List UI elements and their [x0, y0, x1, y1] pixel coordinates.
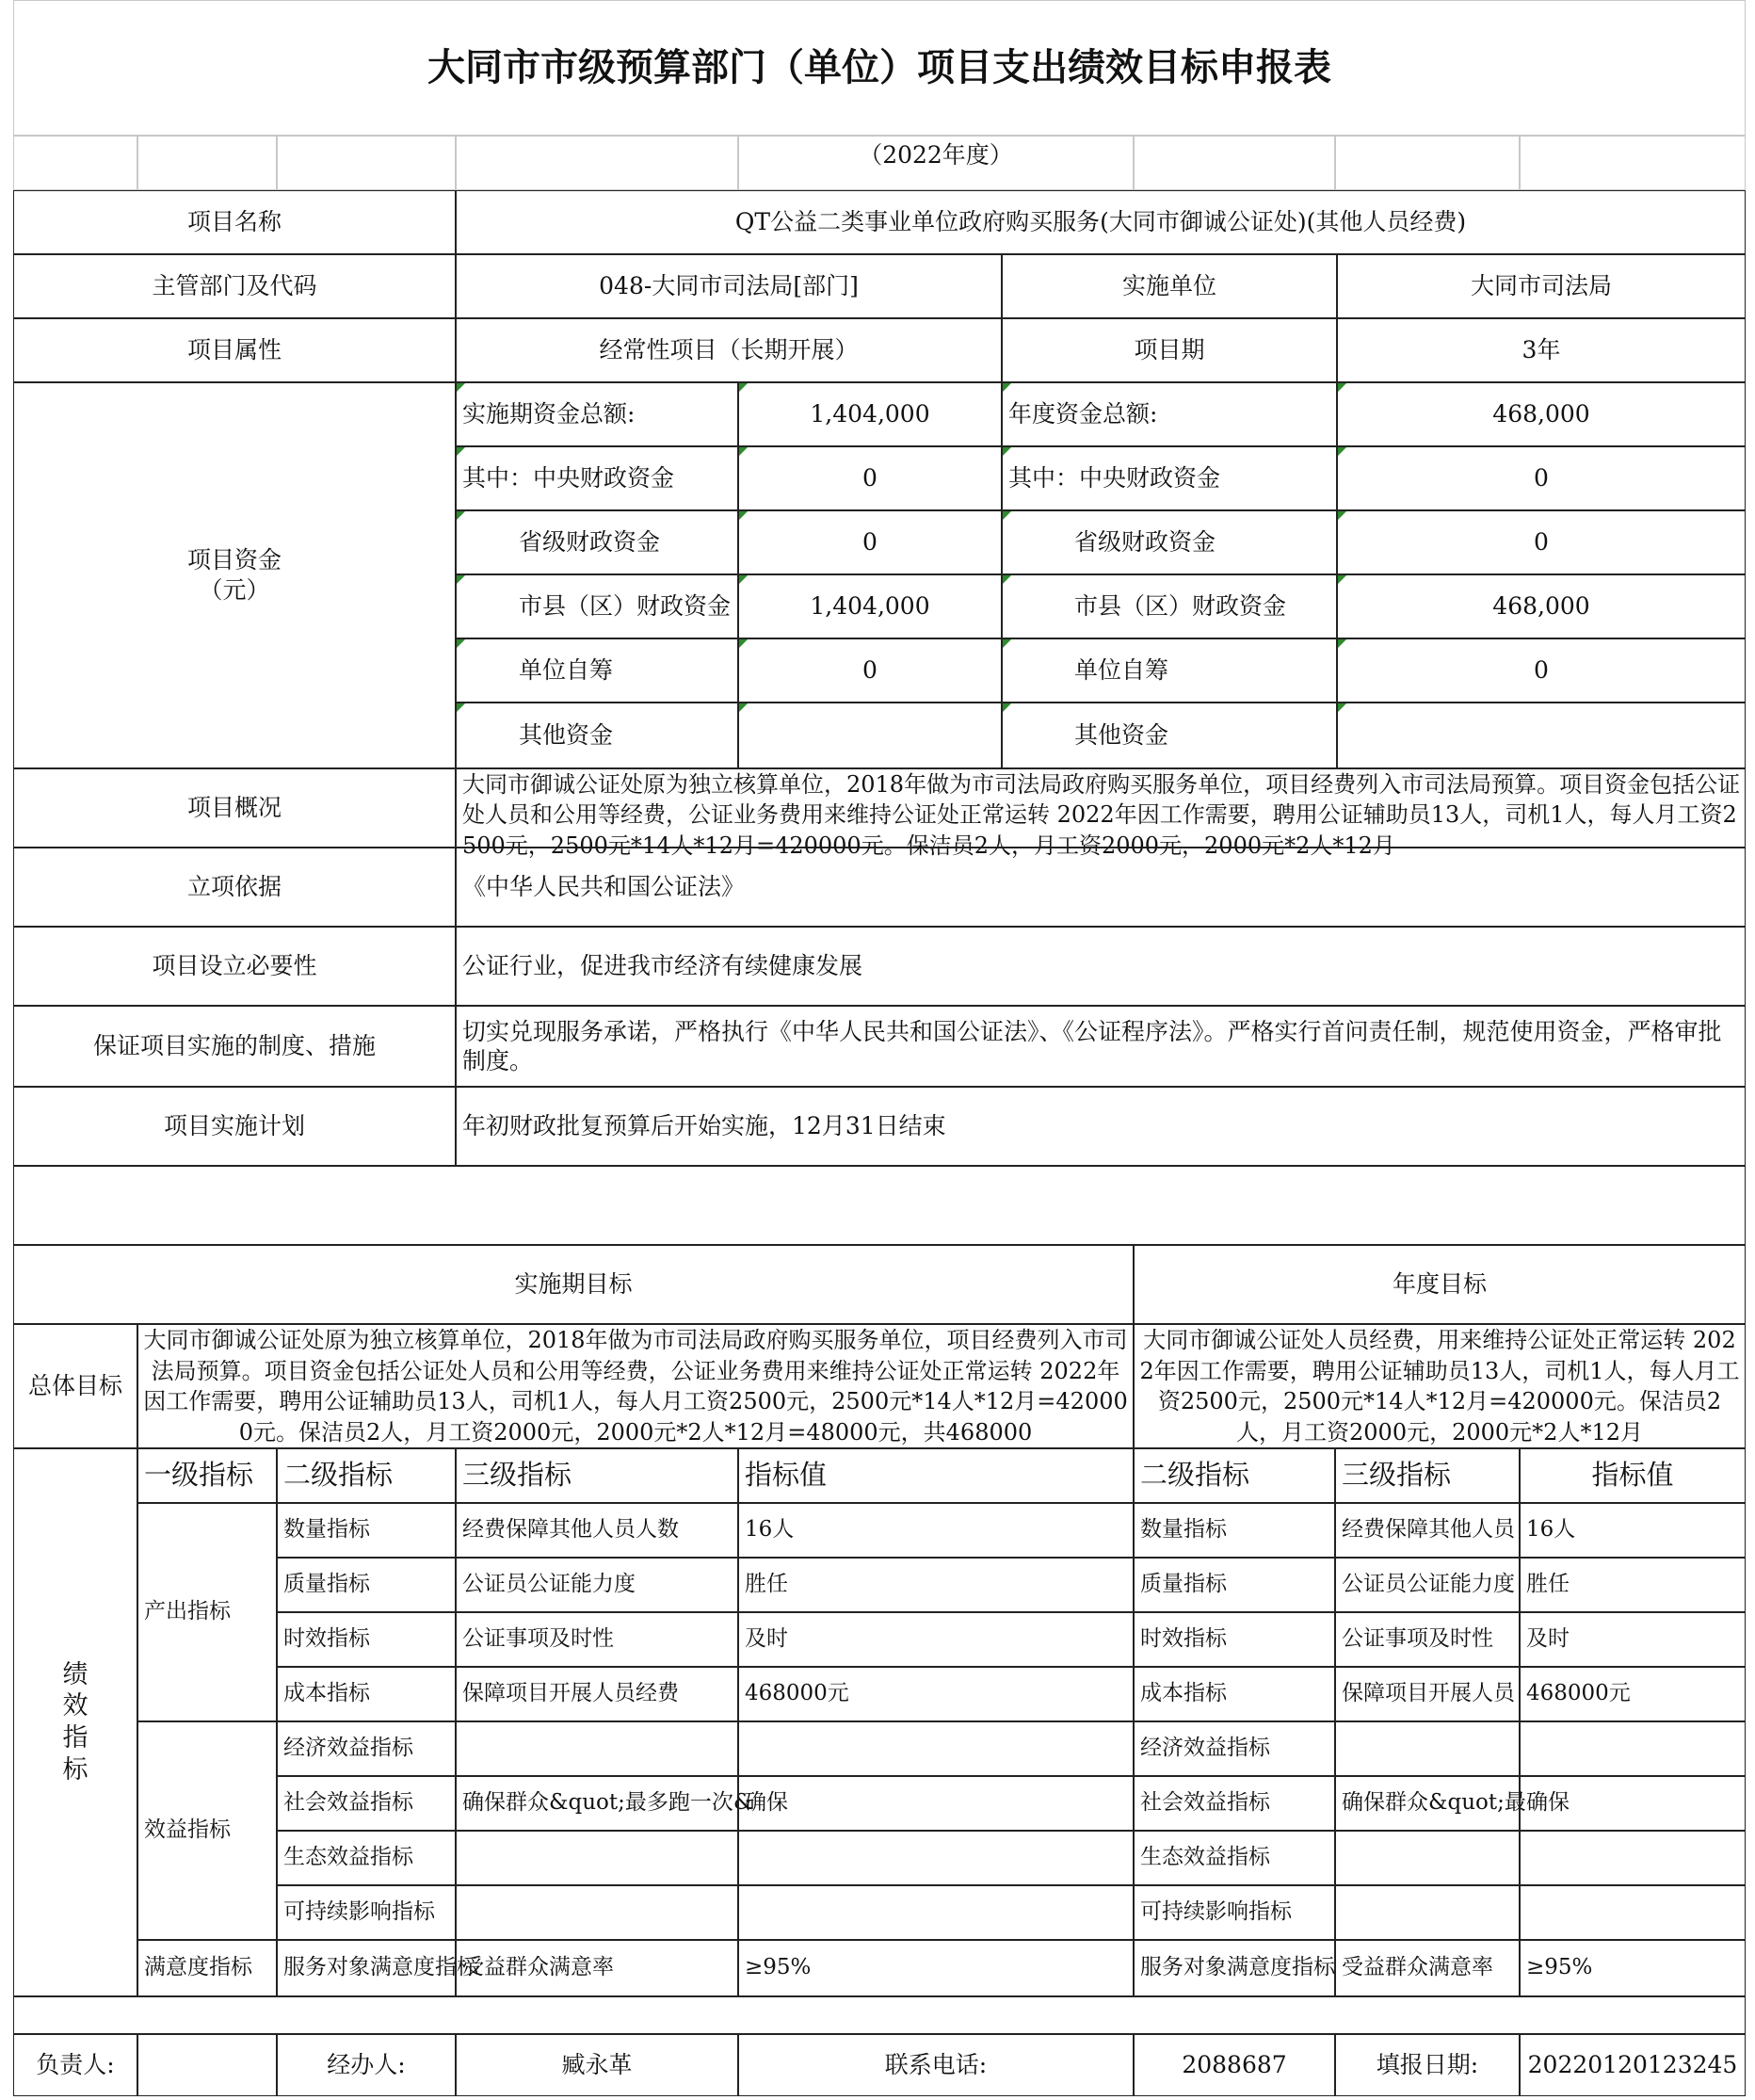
year-goal-label: 年度目标 [1134, 1245, 1746, 1324]
kpi-row-level2-year: 质量指标 [1134, 1558, 1335, 1612]
period-value: 3年 [1337, 318, 1746, 382]
handler-value: 臧永革 [456, 2034, 738, 2096]
output-indicator-label: 产出指标 [137, 1503, 277, 1721]
kpi-row-level2: 服务对象满意度指标 [277, 1940, 456, 1996]
funds-label [13, 382, 456, 768]
kpi-label [13, 1448, 137, 1996]
kpi-row-level3-year [1335, 1885, 1520, 1940]
funds-year-province: 0 [1337, 510, 1746, 574]
kpi-label-text: 绩效指标 [62, 1659, 89, 1785]
basis-text: 《中华人民共和国公证法》 [456, 848, 1746, 927]
kpi-header-level2: 二级指标 [277, 1448, 456, 1503]
kpi-row-level3-year: 公证事项及时性 [1335, 1612, 1520, 1667]
kpi-row-level3-year: 受益群众满意率 [1335, 1940, 1520, 1996]
kpi-row-level3-year: 公证员公证能力度 [1335, 1558, 1520, 1612]
kpi-header-value-year: 指标值 [1520, 1448, 1746, 1503]
kpi-row-value-year [1520, 1885, 1746, 1940]
kpi-row-level2-year: 生态效益指标 [1134, 1831, 1335, 1885]
kpi-row-value-year: 468000元 [1520, 1667, 1746, 1721]
plan-text: 年初财政批复预算后开始实施，12月31日结束 [456, 1087, 1746, 1166]
satisfaction-indicator-label: 满意度指标 [137, 1940, 277, 1996]
empty-cell [1335, 136, 1520, 190]
kpi-row-value [738, 1885, 1134, 1940]
date-label: 填报日期: [1335, 2034, 1520, 2096]
funds-other [738, 703, 1002, 768]
kpi-row-level2: 可持续影响指标 [277, 1885, 456, 1940]
kpi-row-level2: 社会效益指标 [277, 1776, 456, 1831]
kpi-row-value: 确保 [738, 1776, 1134, 1831]
kpi-header-level3: 三级指标 [456, 1448, 738, 1503]
empty-cell [13, 136, 137, 190]
kpi-row-value: ≥95% [738, 1940, 1134, 1996]
kpi-row-value: 468000元 [738, 1667, 1134, 1721]
year-label: （2022年度） [738, 136, 1134, 190]
basis-label: 立项依据 [13, 848, 456, 927]
funds-year-self-label: 单位自筹 [1002, 638, 1337, 703]
benefit-indicator-label: 效益指标 [137, 1721, 277, 1940]
kpi-row-level3 [456, 1831, 738, 1885]
kpi-row-level3-year [1335, 1831, 1520, 1885]
kpi-row-level3-year: 保障项目开展人员 [1335, 1667, 1520, 1721]
empty-cell [1520, 136, 1746, 190]
kpi-row-level3: 确保群众&quot;最多跑一次& [456, 1776, 738, 1831]
kpi-row-level2-year: 社会效益指标 [1134, 1776, 1335, 1831]
kpi-row-value-year [1520, 1721, 1746, 1776]
kpi-row-value-year: 16人 [1520, 1503, 1746, 1558]
funds-city-label: 市县（区）财政资金 [456, 574, 738, 638]
kpi-row-level3 [456, 1885, 738, 1940]
funds-label-line1: 项目资金 [186, 545, 282, 573]
funds-central: 0 [738, 446, 1002, 510]
form-title: 大同市市级预算部门（单位）项目支出绩效目标申报表 [13, 0, 1746, 136]
funds-year-central-label: 其中：中央财政资金 [1002, 446, 1337, 510]
blank-row [13, 1166, 1746, 1245]
kpi-row-level3-year: 经费保障其他人员 [1335, 1503, 1520, 1558]
funds-year-other-label: 其他资金 [1002, 703, 1337, 768]
kpi-row-value-year: 及时 [1520, 1612, 1746, 1667]
funds-central-label: 其中：中央财政资金 [456, 446, 738, 510]
kpi-header-level1: 一级指标 [137, 1448, 277, 1503]
kpi-row-value: 及时 [738, 1612, 1134, 1667]
phone-label: 联系电话: [738, 2034, 1134, 2096]
kpi-row-level3: 经费保障其他人员人数 [456, 1503, 738, 1558]
owner-label: 负责人: [13, 2034, 137, 2096]
kpi-row-value: 胜任 [738, 1558, 1134, 1612]
kpi-row-level2-year: 可持续影响指标 [1134, 1885, 1335, 1940]
dept-value: 048-大同市司法局[部门] [456, 254, 1002, 318]
kpi-row-level2-year: 经济效益指标 [1134, 1721, 1335, 1776]
empty-cell [456, 136, 738, 190]
kpi-row-level3: 保障项目开展人员经费 [456, 1667, 738, 1721]
attr-label: 项目属性 [13, 318, 456, 382]
kpi-row-level3: 受益群众满意率 [456, 1940, 738, 1996]
kpi-row-level3-year [1335, 1721, 1520, 1776]
kpi-row-value [738, 1721, 1134, 1776]
impl-unit-label: 实施单位 [1002, 254, 1337, 318]
kpi-row-value [738, 1831, 1134, 1885]
project-name-label: 项目名称 [13, 190, 456, 254]
funds-province: 0 [738, 510, 1002, 574]
kpi-row-level3: 公证员公证能力度 [456, 1558, 738, 1612]
kpi-row-value-year: ≥95% [1520, 1940, 1746, 1996]
kpi-row-level2-year: 数量指标 [1134, 1503, 1335, 1558]
funds-label-line2: （元） [199, 576, 270, 604]
funds-self-label: 单位自筹 [456, 638, 738, 703]
kpi-header-level2-year: 二级指标 [1134, 1448, 1335, 1503]
measures-text: 切实兑现服务承诺，严格执行《中华人民共和国公证法》、《公证程序法》。严格实行首问责任制，规范使用资金，严格审批制度。 [456, 1006, 1746, 1087]
kpi-row-level3: 公证事项及时性 [456, 1612, 738, 1667]
owner-value [137, 2034, 277, 2096]
kpi-row-value-year: 胜任 [1520, 1558, 1746, 1612]
dept-label: 主管部门及代码 [13, 254, 456, 318]
handler-label: 经办人: [277, 2034, 456, 2096]
gap-row [13, 1996, 1746, 2034]
impl-unit-value: 大同市司法局 [1337, 254, 1746, 318]
kpi-row-value-year [1520, 1831, 1746, 1885]
period-label: 项目期 [1002, 318, 1337, 382]
overall-goal-period: 大同市御诚公证处原为独立核算单位，2018年做为市司法局政府购买服务单位，项目经费列入市司法局预算。项目资金包括公证处人员和公用等经费，公证业务费用来维持公证处正常运转 2022年因工作需要，聘用公证辅助员13人，司机1人，每人月工资2500元，2500元*14人*12月=420000元。保洁员2人，月工资2000元，2000元*2人*12月=48000元，共468000 [137, 1324, 1134, 1448]
funds-year-city: 468,000 [1337, 574, 1746, 638]
overall-goal-year: 大同市御诚公证处人员经费，用来维持公证处正常运转 2022年因工作需要，聘用公证辅助员13人，司机1人，每人月工资2500元，2500元*14人*12月=420000元。保洁员2人，月工资2000元，2000元*2人*12月 [1134, 1324, 1746, 1448]
overview-label: 项目概况 [13, 768, 456, 848]
kpi-row-level3-year: 确保群众&quot;最 [1335, 1776, 1520, 1831]
kpi-row-level2: 生态效益指标 [277, 1831, 456, 1885]
funds-total: 1,404,000 [738, 382, 1002, 446]
kpi-row-level2-year: 成本指标 [1134, 1667, 1335, 1721]
empty-cell [1134, 136, 1335, 190]
overall-goal-label: 总体目标 [13, 1324, 137, 1448]
kpi-header-value: 指标值 [738, 1448, 1134, 1503]
funds-province-label: 省级财政资金 [456, 510, 738, 574]
plan-label: 项目实施计划 [13, 1087, 456, 1166]
measures-label: 保证项目实施的制度、措施 [13, 1006, 456, 1087]
funds-year-city-label: 市县（区）财政资金 [1002, 574, 1337, 638]
funds-other-label: 其他资金 [456, 703, 738, 768]
empty-cell [137, 136, 277, 190]
phone-value: 2088687 [1134, 2034, 1335, 2096]
date-value: 20220120123245 [1520, 2034, 1746, 2096]
overview-text: 大同市御诚公证处原为独立核算单位，2018年做为市司法局政府购买服务单位，项目经费列入市司法局预算。项目资金包括公证处人员和公用等经费，公证业务费用来维持公证处正常运转 2022年因工作需要，聘用公证辅助员13人，司机1人，每人月工资2500元，2500元*14人*12月=420000元。保洁员2人，月工资2000元，2000元*2人*12月 [456, 768, 1746, 848]
attr-value: 经常性项目（长期开展） [456, 318, 1002, 382]
funds-year-total: 468,000 [1337, 382, 1746, 446]
funds-year-other [1337, 703, 1746, 768]
funds-city: 1,404,000 [738, 574, 1002, 638]
period-goal-label: 实施期目标 [13, 1245, 1134, 1324]
project-name: QT公益二类事业单位政府购买服务(大同市御诚公证处)(其他人员经费) [456, 190, 1746, 254]
funds-year-province-label: 省级财政资金 [1002, 510, 1337, 574]
kpi-row-value-year: 确保 [1520, 1776, 1746, 1831]
kpi-header-level3-year: 三级指标 [1335, 1448, 1520, 1503]
kpi-row-level2: 质量指标 [277, 1558, 456, 1612]
necessity-text: 公证行业，促进我市经济有续健康发展 [456, 927, 1746, 1006]
necessity-label: 项目设立必要性 [13, 927, 456, 1006]
funds-year-total-label: 年度资金总额: [1002, 382, 1337, 446]
kpi-row-level2: 数量指标 [277, 1503, 456, 1558]
funds-year-self: 0 [1337, 638, 1746, 703]
kpi-row-level2: 经济效益指标 [277, 1721, 456, 1776]
kpi-row-level3 [456, 1721, 738, 1776]
empty-cell [277, 136, 456, 190]
funds-total-label: 实施期资金总额: [456, 382, 738, 446]
kpi-row-level2-year: 服务对象满意度指标 [1134, 1940, 1335, 1996]
kpi-row-level2-year: 时效指标 [1134, 1612, 1335, 1667]
funds-self: 0 [738, 638, 1002, 703]
kpi-row-level2: 时效指标 [277, 1612, 456, 1667]
funds-year-central: 0 [1337, 446, 1746, 510]
kpi-row-level2: 成本指标 [277, 1667, 456, 1721]
kpi-row-value: 16人 [738, 1503, 1134, 1558]
